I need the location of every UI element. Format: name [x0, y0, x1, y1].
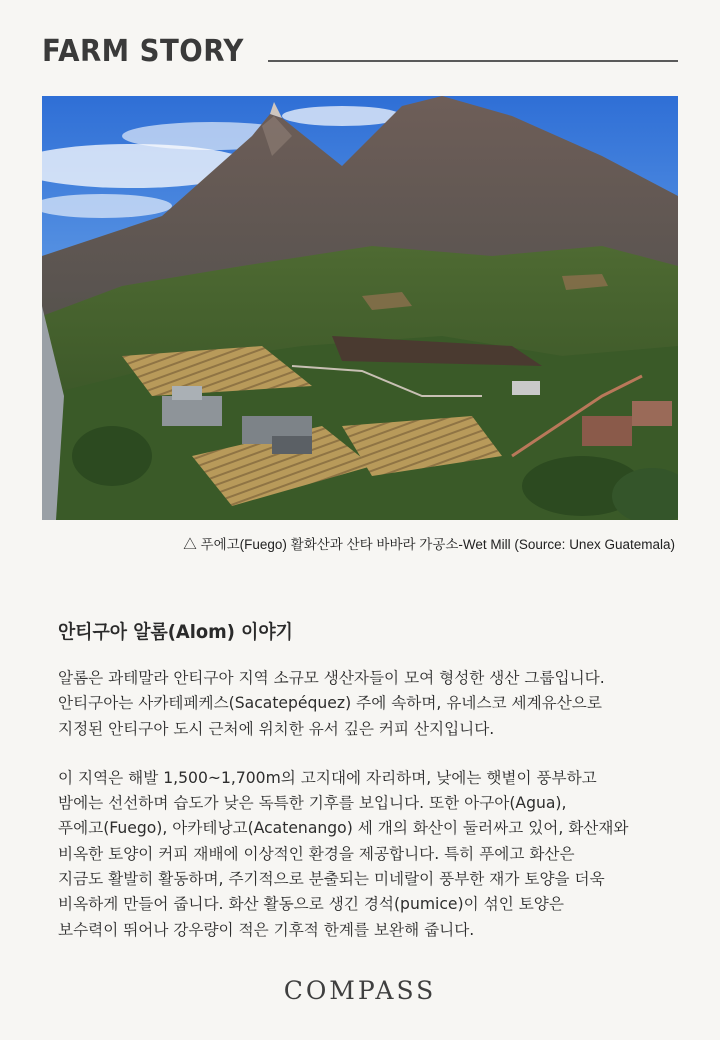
- text-line: 밤에는 선선하며 습도가 낮은 독특한 기후를 보입니다. 또한 아구아(Agua),: [58, 794, 567, 813]
- text-line: 지정된 안티구아 도시 근처에 위치한 유서 깊은 커피 산지입니다.: [58, 719, 495, 738]
- paragraph: [58, 766, 698, 943]
- page-title: FARM STORY: [42, 34, 244, 69]
- section-title: 안티구아 알롬(Alom) 이야기: [58, 621, 293, 643]
- farm-photo: [42, 96, 678, 520]
- text-line: 보수력이 뛰어나 강우량이 적은 기후적 한계를 보완해 줍니다.: [58, 920, 475, 939]
- story-body: [58, 666, 698, 943]
- text-line: 알롬은 과테말라 안티구아 지역 소규모 생산자들이 모여 형성한 생산 그룹입니다.: [58, 669, 605, 687]
- photo-caption: △ 푸에고(Fuego) 활화산과 산타 바바라 가공소-Wet Mill (Source: Unex Guatemala): [183, 537, 675, 552]
- text-line: 이 지역은 해발 1,500~1,700m의 고지대에 자리하며, 낮에는 햇볕이 풍부하고: [58, 768, 597, 787]
- text-line: 안티구아는 사카테페케스(Sacatepéquez) 주에 속하며, 유네스코 세계유산으로: [58, 694, 602, 713]
- text-line: 비옥하게 만들어 줍니다. 화산 활동으로 생긴 경석(pumice)이 섞인 토양은: [58, 895, 564, 914]
- text-line: 비옥한 토양이 커피 재배에 이상적인 환경을 제공합니다. 특히 푸에고 화산은: [58, 844, 575, 863]
- paragraph: [58, 666, 698, 742]
- text-line: 지금도 활발히 활동하며, 주기적으로 분출되는 미네랄이 풍부한 재가 토양을 더욱: [58, 870, 605, 889]
- text-line: 푸에고(Fuego), 아카테낭고(Acatenango) 세 개의 화산이 둘러싸고 있어, 화산재와: [58, 819, 629, 838]
- page-header: [42, 30, 678, 74]
- compass-logo: COMPASS: [283, 976, 437, 1005]
- header-divider: [268, 60, 678, 62]
- volcano-landscape-image: [42, 96, 678, 520]
